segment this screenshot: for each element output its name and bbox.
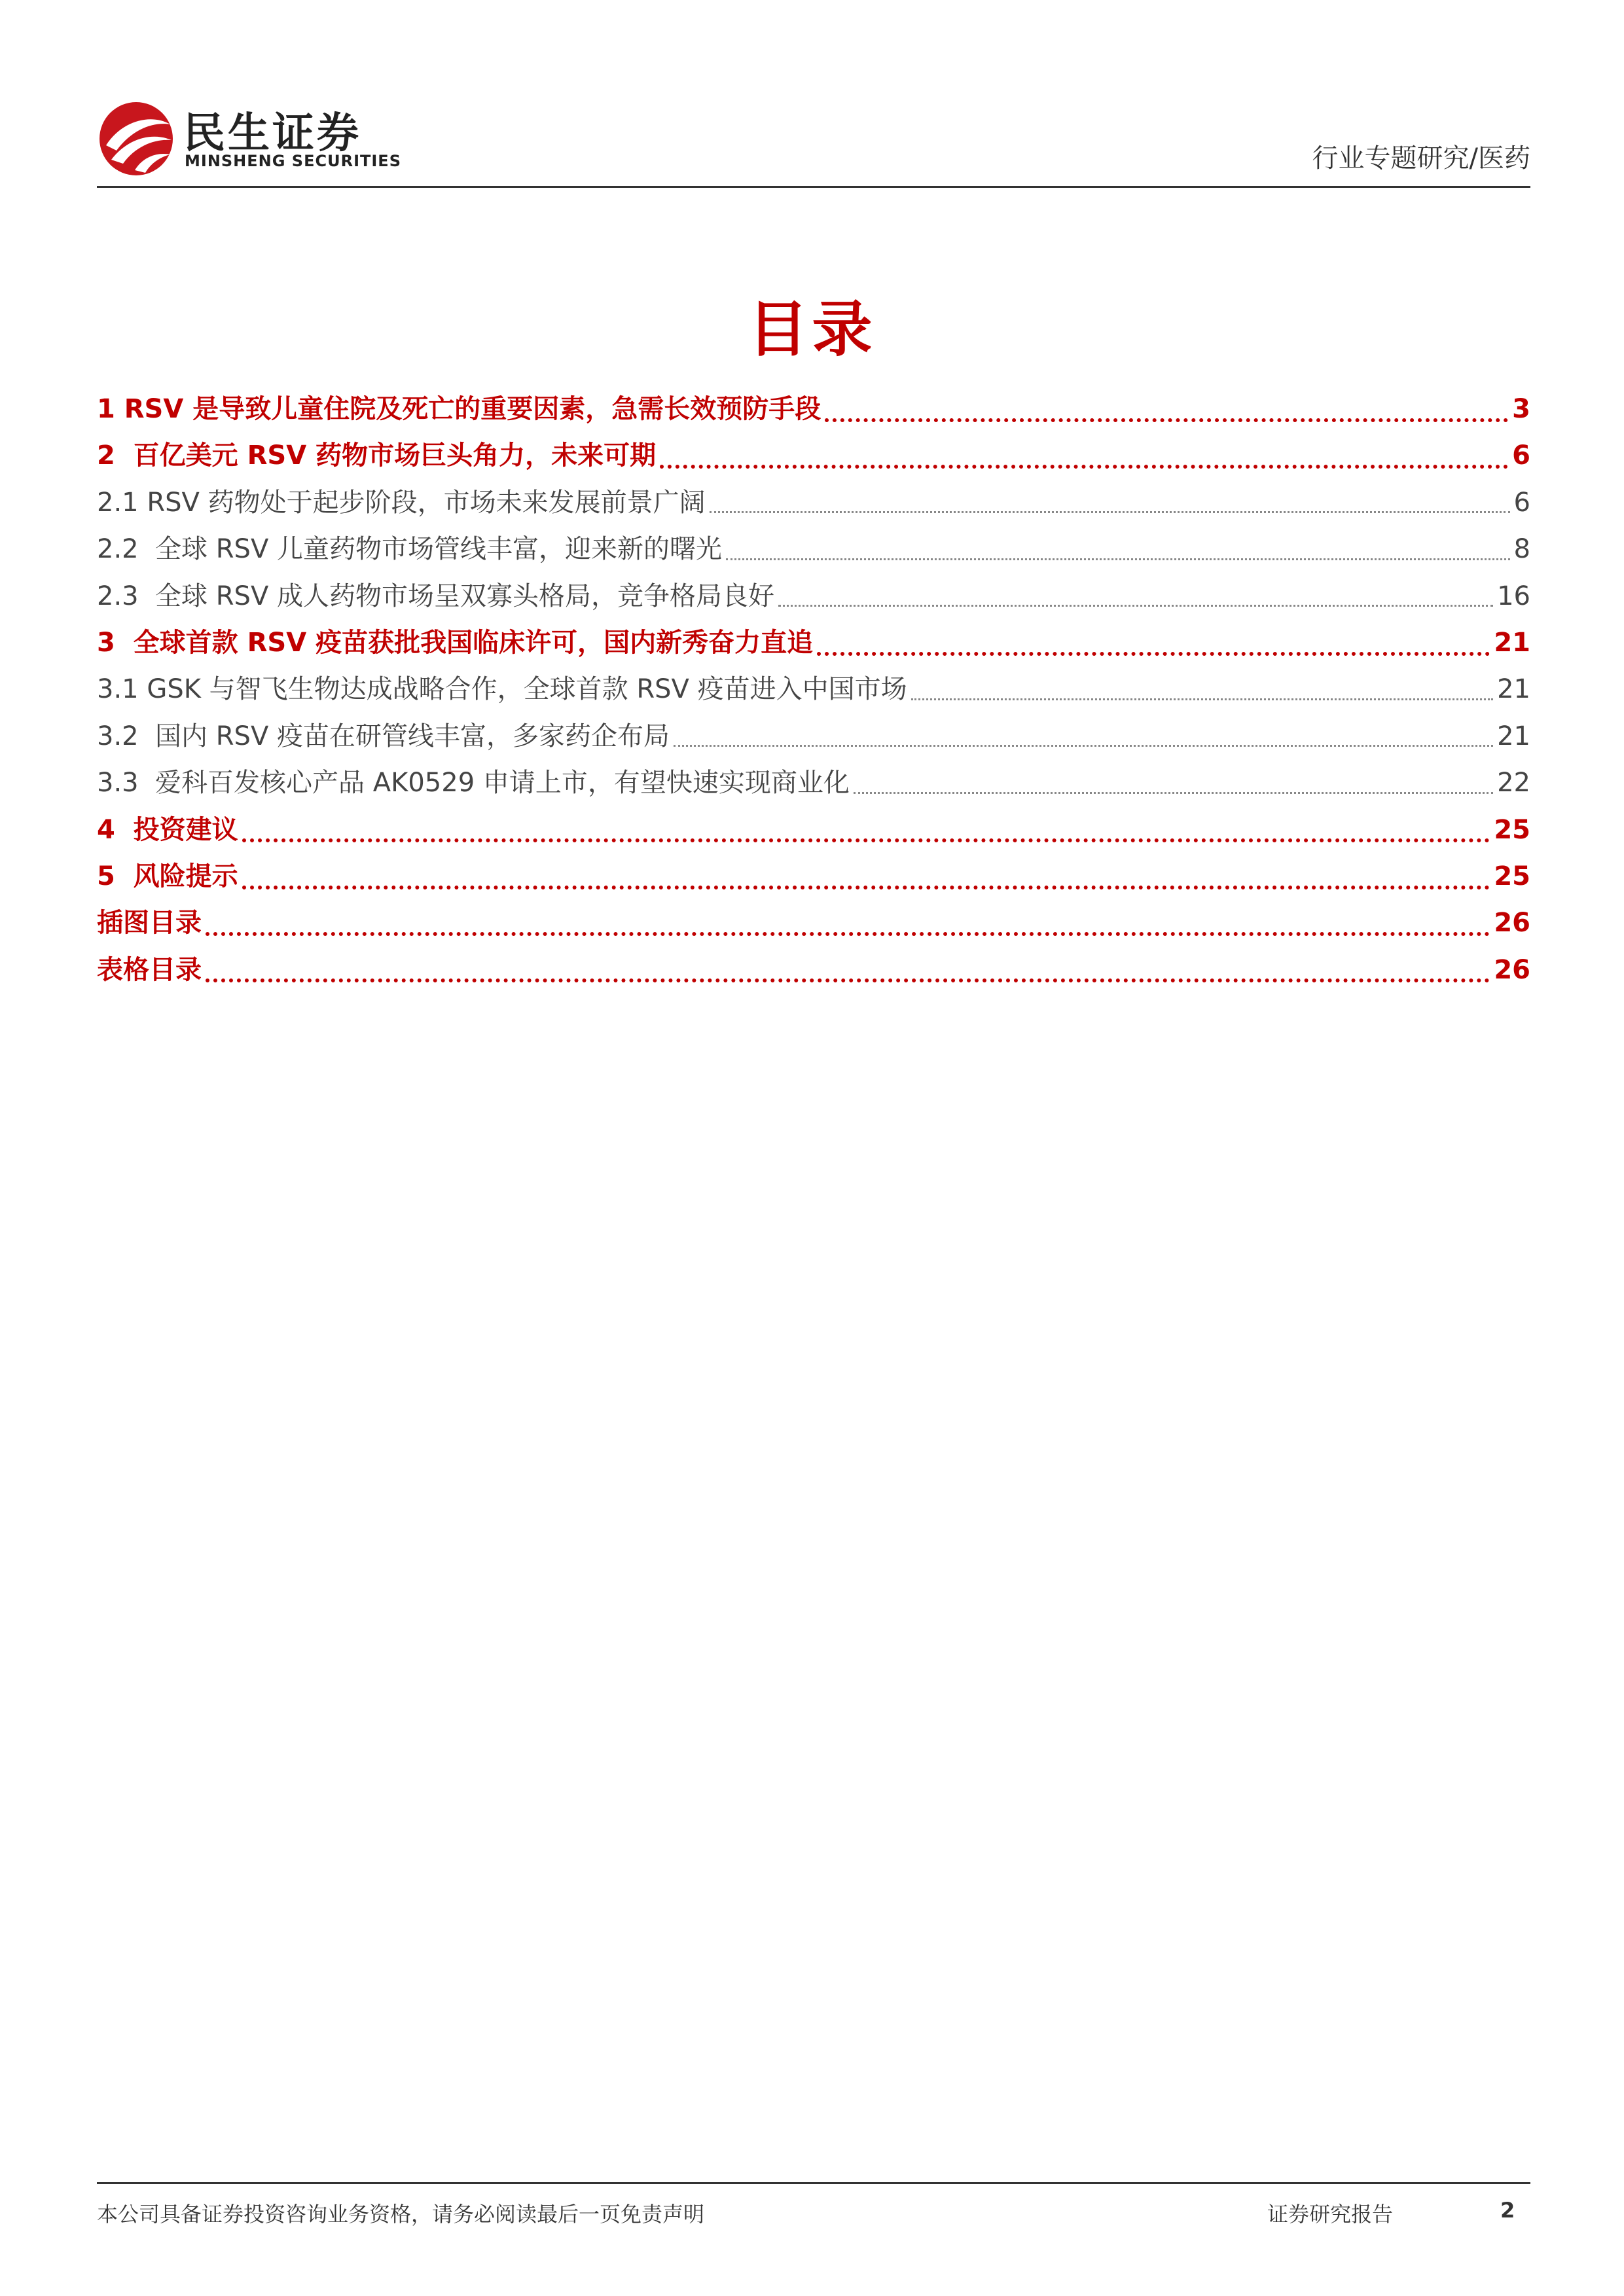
toc-dot-leader xyxy=(825,414,1508,422)
toc-entry[interactable] xyxy=(97,713,1530,760)
toc-dot-leader xyxy=(817,648,1490,656)
footer-report-type: 证券研究报告 xyxy=(1267,2202,1394,2227)
logo-english-name: MINSHENG SECURITIES xyxy=(185,152,401,170)
toc-entry[interactable] xyxy=(97,807,1530,853)
toc-entry-title: 3.2 国内 RSV 疫苗在研管线丰富，多家药企布局 xyxy=(97,721,670,751)
toc-dot-leader xyxy=(854,790,1493,794)
toc-entry[interactable] xyxy=(97,760,1530,806)
minsheng-logo-icon xyxy=(97,99,175,178)
toc-entry-title: 2 百亿美元 RSV 药物市场巨头角力，未来可期 xyxy=(97,440,657,471)
toc-entry[interactable] xyxy=(97,900,1530,946)
toc-dot-leader xyxy=(710,509,1510,513)
toc-entry-page: 3 xyxy=(1512,394,1530,424)
toc-entry-title: 2.1 RSV 药物处于起步阶段，市场未来发展前景广阔 xyxy=(97,487,706,518)
toc-entry-page: 16 xyxy=(1497,581,1530,611)
toc-entry-page: 21 xyxy=(1494,627,1530,658)
page-title: 目录 xyxy=(748,295,876,365)
report-category: 行业专题研究/医药 xyxy=(1312,143,1530,173)
toc-entry-page: 22 xyxy=(1497,768,1530,798)
toc-entry-page: 21 xyxy=(1497,721,1530,751)
toc-entry-title: 2.3 全球 RSV 成人药物市场呈双寡头格局，竞争格局良好 xyxy=(97,581,775,611)
toc-entry-page: 26 xyxy=(1494,908,1530,939)
company-logo xyxy=(97,94,401,179)
toc-entry[interactable] xyxy=(97,386,1530,433)
toc-dot-leader xyxy=(206,975,1490,982)
toc-entry-title: 插图目录 xyxy=(97,908,202,939)
toc-entry[interactable] xyxy=(97,853,1530,900)
toc-entry-title: 2.2 全球 RSV 儿童药物市场管线丰富，迎来新的曙光 xyxy=(97,534,723,565)
toc-entry[interactable] xyxy=(97,666,1530,713)
header-divider xyxy=(97,186,1530,188)
toc-dot-leader xyxy=(242,882,1490,889)
page-number: 2 xyxy=(1500,2198,1515,2223)
toc-entry-page: 26 xyxy=(1494,954,1530,985)
toc-entry-title: 3.3 爱科百发核心产品 AK0529 申请上市，有望快速实现商业化 xyxy=(97,768,850,798)
table-of-contents xyxy=(97,386,1530,994)
toc-entry-title: 表格目录 xyxy=(97,954,202,985)
toc-dot-leader xyxy=(206,928,1490,936)
toc-entry[interactable] xyxy=(97,433,1530,479)
toc-entry[interactable] xyxy=(97,620,1530,666)
page-header xyxy=(97,90,1530,188)
toc-entry-page: 6 xyxy=(1512,440,1530,471)
toc-entry-title: 3.1 GSK 与智飞生物达成战略合作，全球首款 RSV 疫苗进入中国市场 xyxy=(97,674,907,705)
toc-entry[interactable] xyxy=(97,573,1530,620)
footer-disclaimer: 本公司具备证券投资咨询业务资格，请务必阅读最后一页免责声明 xyxy=(97,2202,705,2227)
toc-entry-page: 6 xyxy=(1513,487,1530,518)
toc-dot-leader xyxy=(242,834,1490,842)
toc-dot-leader xyxy=(726,556,1510,560)
toc-entry-page: 8 xyxy=(1513,534,1530,565)
footer-divider xyxy=(97,2182,1530,2184)
logo-chinese-name: 民生证券 xyxy=(183,109,361,158)
toc-dot-leader xyxy=(674,743,1493,747)
toc-dot-leader xyxy=(778,603,1493,607)
toc-entry[interactable] xyxy=(97,526,1530,573)
toc-entry[interactable] xyxy=(97,480,1530,526)
toc-entry-title: 1 RSV 是导致儿童住院及死亡的重要因素，急需长效预防手段 xyxy=(97,394,821,424)
toc-entry-title: 3 全球首款 RSV 疫苗获批我国临床许可，国内新秀奋力直追 xyxy=(97,627,814,658)
toc-entry-page: 21 xyxy=(1497,674,1530,705)
toc-entry-page: 25 xyxy=(1494,814,1530,845)
toc-entry-title: 5 风险提示 xyxy=(97,861,238,891)
toc-dot-leader xyxy=(911,696,1493,700)
toc-entry-page: 25 xyxy=(1494,861,1530,891)
toc-dot-leader xyxy=(660,461,1508,469)
toc-entry[interactable] xyxy=(97,947,1530,994)
toc-entry-title: 4 投资建议 xyxy=(97,814,238,845)
